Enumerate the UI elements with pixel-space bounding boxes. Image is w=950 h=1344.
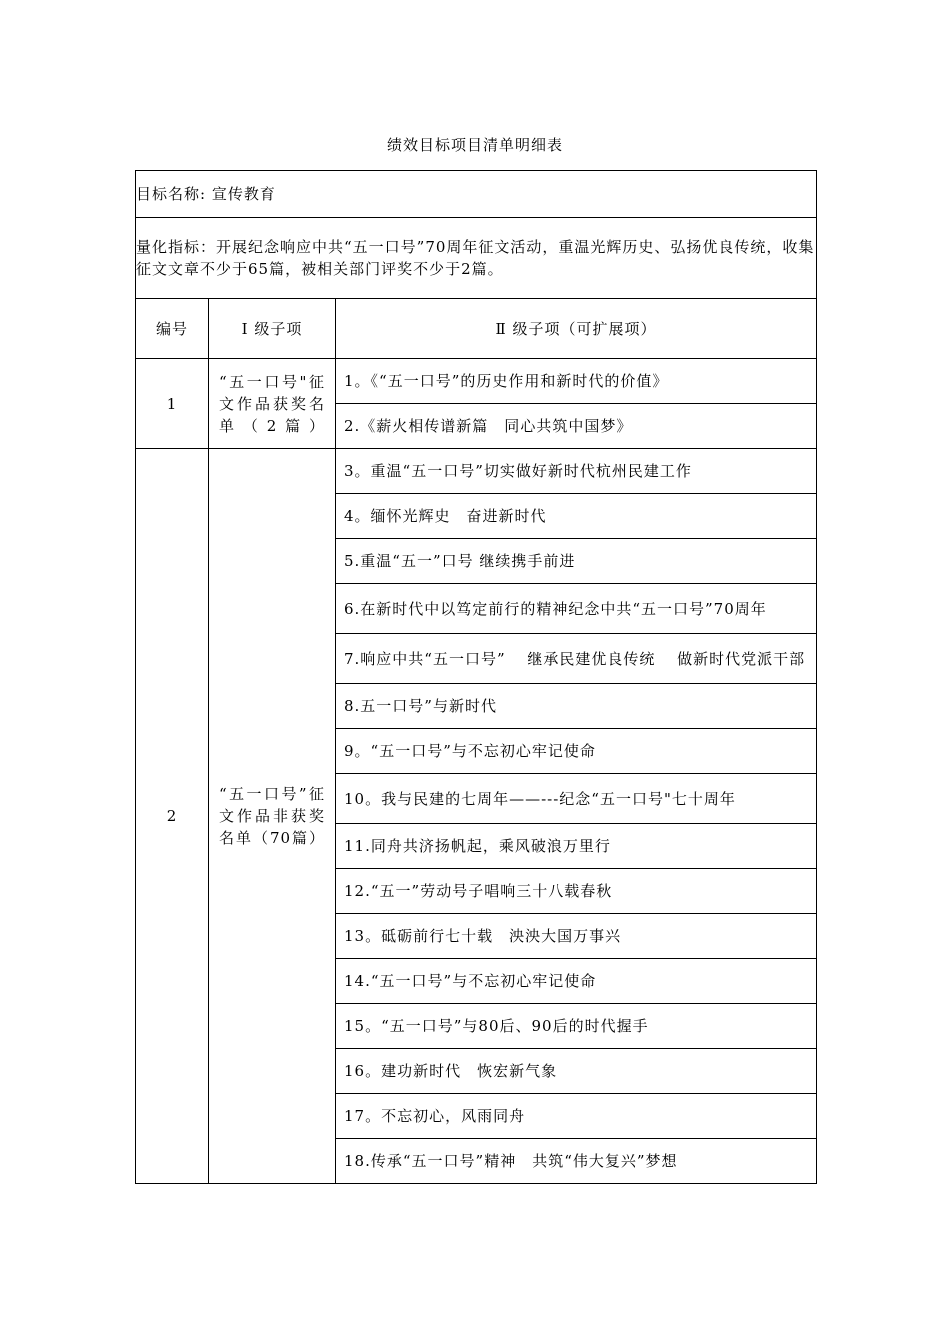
group-number: 2 bbox=[136, 449, 209, 1184]
level2-item: 14.“五一口号”与不忘初心牢记使命 bbox=[336, 959, 817, 1004]
level2-item: 15。“五一口号”与80后、90后的时代握手 bbox=[336, 1004, 817, 1049]
level2-item: 1。《“五一口号”的历史作用和新时代的价值》 bbox=[336, 359, 817, 404]
level2-item: 12.“五一”劳动号子唱响三十八载春秋 bbox=[336, 869, 817, 914]
level2-item: 10。我与民建的七周年——---纪念“五一口号"七十周年 bbox=[336, 774, 817, 824]
header-level2: Ⅱ 级子项（可扩展项） bbox=[336, 299, 817, 359]
target-name: 目标名称: 宣传教育 bbox=[136, 171, 817, 218]
quant-indicator-row bbox=[136, 218, 817, 299]
level1-item: “五一口号”征文作品非获奖名单（70篇） bbox=[209, 449, 336, 1184]
level2-item: 9。“五一口号”与不忘初心牢记使命 bbox=[336, 729, 817, 774]
quant-indicator: 量化指标：开展纪念响应中共“五一口号”70周年征文活动，重温光辉历史、弘扬优良传统，收集征文文章不少于65篇，被相关部门评奖不少于2篇。 bbox=[136, 218, 817, 299]
level2-item: 4。缅怀光辉史 奋进新时代 bbox=[336, 494, 817, 539]
table-header-row bbox=[136, 299, 817, 359]
level2-item: 17。不忘初心，风雨同舟 bbox=[336, 1094, 817, 1139]
level2-item: 11.同舟共济扬帆起，乘风破浪万里行 bbox=[336, 824, 817, 869]
page-title: 绩效目标项目清单明细表 bbox=[386, 136, 563, 154]
group-number: 1 bbox=[136, 359, 209, 449]
header-num: 编号 bbox=[136, 299, 209, 359]
level2-item: 5.重温“五一”口号 继续携手前进 bbox=[336, 539, 817, 584]
level2-item: 2.《薪火相传谱新篇 同心共筑中国梦》 bbox=[336, 404, 817, 449]
detail-table bbox=[135, 170, 817, 1184]
target-name-row bbox=[136, 171, 817, 218]
level2-item: 8.五一口号”与新时代 bbox=[336, 684, 817, 729]
level2-item: 13。砥砺前行七十载 泱泱大国万事兴 bbox=[336, 914, 817, 959]
header-level1: Ⅰ 级子项 bbox=[209, 299, 336, 359]
table-row bbox=[136, 449, 817, 494]
level1-item: “五一口号"征文作品获奖名单（2篇） bbox=[209, 359, 336, 449]
table-row bbox=[136, 359, 817, 404]
level2-item: 3。重温“五一口号”切实做好新时代杭州民建工作 bbox=[336, 449, 817, 494]
level2-item: 7.响应中共“五一口号” 继承民建优良传统 做新时代党派干部 bbox=[336, 634, 817, 684]
level2-item: 18.传承“五一口号”精神 共筑“伟大复兴”梦想 bbox=[336, 1139, 817, 1184]
level2-item: 6.在新时代中以笃定前行的精神纪念中共“五一口号”70周年 bbox=[336, 584, 817, 634]
level2-item: 16。建功新时代 恢宏新气象 bbox=[336, 1049, 817, 1094]
